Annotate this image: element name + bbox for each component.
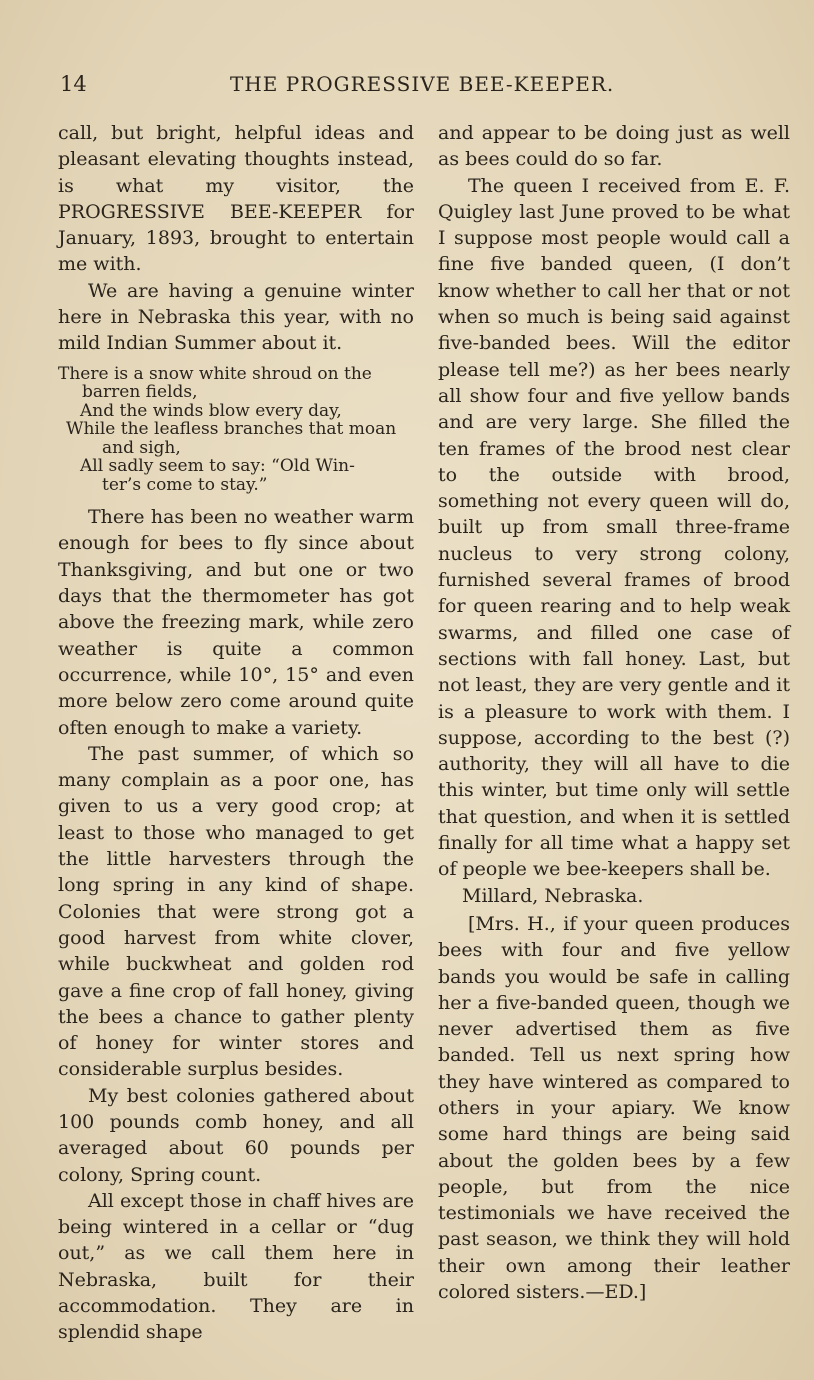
poem-line: barren fields, (82, 382, 198, 403)
page-number: 14 (60, 72, 87, 96)
running-title: THE PROGRESSIVE BEE-KEEPER. (230, 72, 615, 96)
paragraph: All except those in chaff hives are being wintered in a cellar or “dug out,” as we call them here in Nebraska, built for their accommodation. They are in splendid shape (58, 1189, 414, 1344)
poem-line: and sigh, (102, 437, 181, 458)
paragraph: and appear to be doing just as well as bees could do so far. (438, 122, 790, 171)
paragraph: call, but bright, helpful ideas and pleasant elevating thoughts instead, is what my visitor, the PROGRESSIVE BEE-KEEPER for January, 1893, brought to entertain me with. (58, 122, 414, 276)
page-header (60, 72, 760, 106)
poem-line: All sadly seem to say: “Old Win- (80, 456, 355, 477)
poem-line: ter’s come to stay.” (102, 474, 268, 495)
poem-line: And the winds blow every day, (80, 400, 342, 421)
paragraph: The past summer, of which so many complain as a poor one, has given to us a very good crop; at least to those who managed to get the little harvesters through the long spring in any kind of shape. Colonies that were strong got a good harvest from white clover, while buckwheat and golden rod gave a fine crop of fall honey, giving the bees a chance to gather plenty of honey for winter stores and considerable surplus besides. (58, 742, 414, 1081)
left-column (58, 120, 414, 1346)
right-column (438, 120, 790, 1305)
poem-line: While the leafless branches that moan (66, 419, 397, 440)
dateline: Millard, Nebraska. (462, 884, 644, 907)
paragraph: My best colonies gathered about 100 pounds comb honey, and all averaged about 60 pounds per colony, Spring count. (58, 1084, 414, 1186)
editor-note: [Mrs. H., if your queen produces bees with four and five yellow bands you would be safe in calling her a five-banded queen, though we never advertised them as five banded. Tell us next spring how they have wintered as compared to others in your apiary. We know some hard things are being said about the golden bees by a few people, but from the nice testimonials we have received the past season, we think they will hold their own among their leather colored sisters.—ED.] (438, 912, 790, 1304)
poem (58, 365, 414, 495)
poem-line: There is a snow white shroud on the (58, 363, 372, 384)
paragraph: We are having a genuine winter here in Nebraska this year, with no mild Indian Summer about it. (58, 279, 414, 355)
paragraph: The queen I received from E. F. Quigley last June proved to be what I suppose most people would call a fine five banded queen, (I don’t know whether to call her that or not when so much is being said against five-banded bees. Will the editor please tell me?) as her bees nearly all show four and five yellow bands and are very large. She filled the ten frames of the brood nest clear to the outside with brood, something not every queen will do, built up from small three-frame nucleus to very strong colony, furnished several frames of brood for queen rearing and to help weak swarms, and filled one case of sections with fall honey. Last, but not least, they are very gentle and it is a pleasure to work with them. I suppose, according to the best (?) authority, they will all have to die this winter, but time only will settle that question, and when it is settled finally for all time what a happy set of people we bee-keepers shall be. (438, 174, 790, 881)
paragraph: There has been no weather warm enough for bees to fly since about Thanksgiving, and but one or two days that the thermometer has got above the freezing mark, while zero weather is quite a common occurrence, while 10°, 15° and even more below zero come around quite often enough to make a variety. (58, 506, 414, 739)
